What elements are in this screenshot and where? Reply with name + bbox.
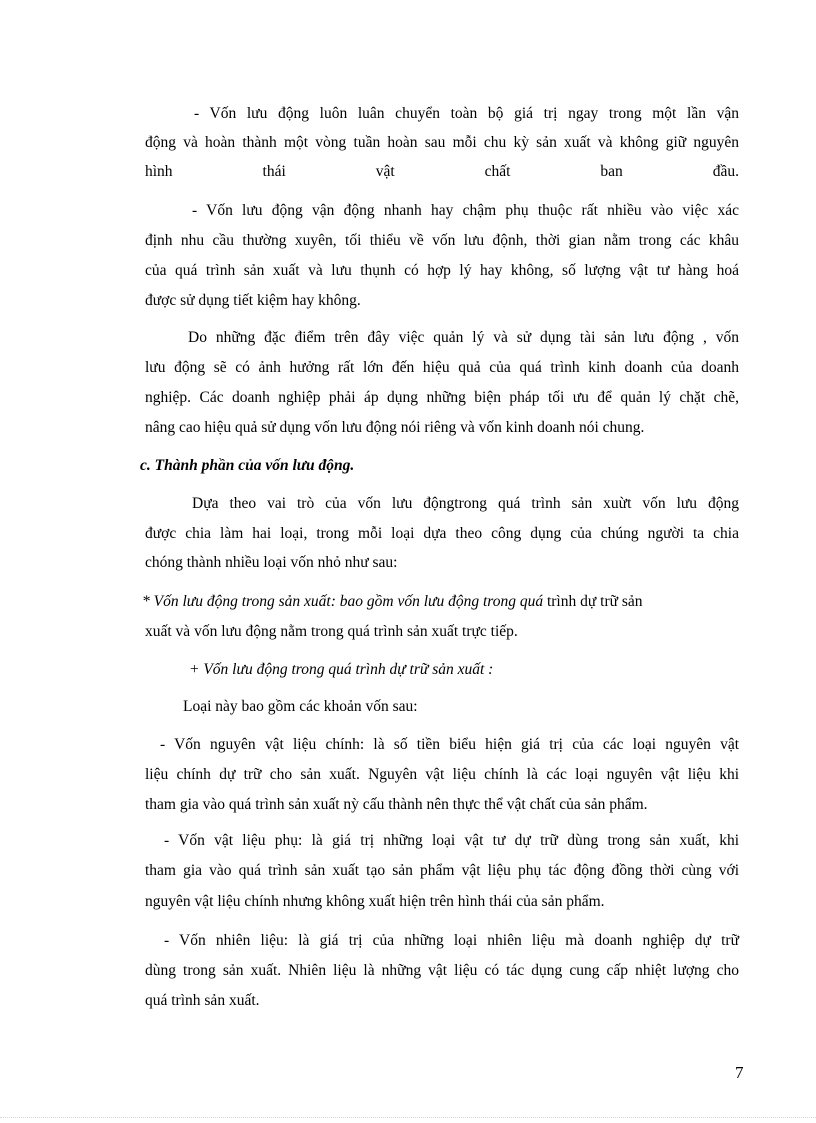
text-line: định nhu cầu thường xuyên, tối thiểu về vốn lưu độnh, thời gian nằm trong các khâu [145, 232, 739, 249]
text-line: hình thái vật chất ban đầu. [145, 163, 739, 180]
text-line: của quá trình sản xuất và lưu thụnh có hợp lý hay không, số lượng vật tư hàng hoá [145, 262, 739, 279]
text-line: Loại này bao gồm các khoản vốn sau: [183, 698, 418, 715]
page-number: 7 [735, 1063, 744, 1082]
text-line: được chia làm hai loại, trong mỗi loại dựa theo công dụng của chúng người ta chia [145, 525, 739, 542]
text-line: động và hoàn thành một vòng tuần hoàn sau mỗi chu kỳ sản xuất và không giữ nguyên [145, 134, 739, 151]
text-line: - Vốn vật liệu phụ: là giá trị những loại vật tư dự trữ dùng trong sản xuất, khi [164, 832, 739, 849]
text-line [142, 592, 739, 612]
text-line: liệu chính dự trữ cho sản xuất. Nguyên vật liệu chính là các loại nguyên vật liệu khi [145, 766, 739, 783]
italic-lead: * Vốn lưu động trong sản xuất: bao gồm vốn lưu động trong quá [142, 593, 544, 610]
text-line: Dựa theo vai trò của vốn lưu độngtrong quá trình sản xuừt vốn lưu động [192, 495, 739, 512]
subheading: + Vốn lưu động trong quá trình dự trữ sản xuất : [189, 661, 494, 678]
text-line: - Vốn lưu động vận động nhanh hay chậm phụ thuộc rất nhiều vào việc xác [192, 202, 739, 219]
text-tail: trình dự trữ sản [546, 593, 643, 610]
section-heading: c. Thành phần của vốn lưu động. [140, 457, 355, 474]
text-line: quá trình sản xuất. [145, 992, 260, 1009]
text-line: tham gia vào quá trình sản xuất tạo sản phẩm vật liệu phụ tác động đồng thời cùng với [145, 862, 739, 879]
text-line: chóng thành nhiều loại vốn nhỏ như sau: [145, 554, 398, 571]
text-line: lưu động sẽ có ảnh hưởng rất lớn đến hiệu quả của quá trình kinh doanh của doanh [145, 359, 739, 376]
text-line: - Vốn nhiên liệu: là giá trị của những loại nhiên liệu mà doanh nghiệp dự trữ [164, 932, 739, 949]
text-line: dùng trong sản xuất. Nhiên liệu là những vật liệu có tác dụng cung cấp nhiệt lượng cho [145, 962, 739, 979]
text-line: tham gia vào quá trình sản xuất nỳ cấu thành nên thực thể vật chất của sản phẩm. [145, 796, 648, 813]
text-line: được sử dụng tiết kiệm hay không. [145, 292, 361, 309]
text-line: nguyên vật liệu chính nhưng không xuất hiện trên hình thái của sản phẩm. [145, 893, 605, 910]
text-line: - Vốn lưu động luôn luân chuyển toàn bộ giá trị ngay trong một lần vận [194, 105, 739, 122]
text-line: Do những đặc điểm trên đây việc quản lý và sử dụng tài sản lưu động , vốn [188, 329, 739, 346]
text-line: - Vốn nguyên vật liệu chính: là số tiền biểu hiện giá trị của các loại nguyên vật [160, 736, 739, 753]
text-line: xuất và vốn lưu động nằm trong quá trình sản xuất trực tiếp. [145, 623, 518, 640]
page-bottom-rule [0, 1117, 816, 1118]
text-line: nâng cao hiệu quả sử dụng vốn lưu động nói riêng và vốn kinh doanh nói chung. [145, 419, 645, 436]
text-line: nghiệp. Các doanh nghiệp phải áp dụng những biện pháp tối ưu để quản lý chặt chẽ, [145, 389, 739, 406]
